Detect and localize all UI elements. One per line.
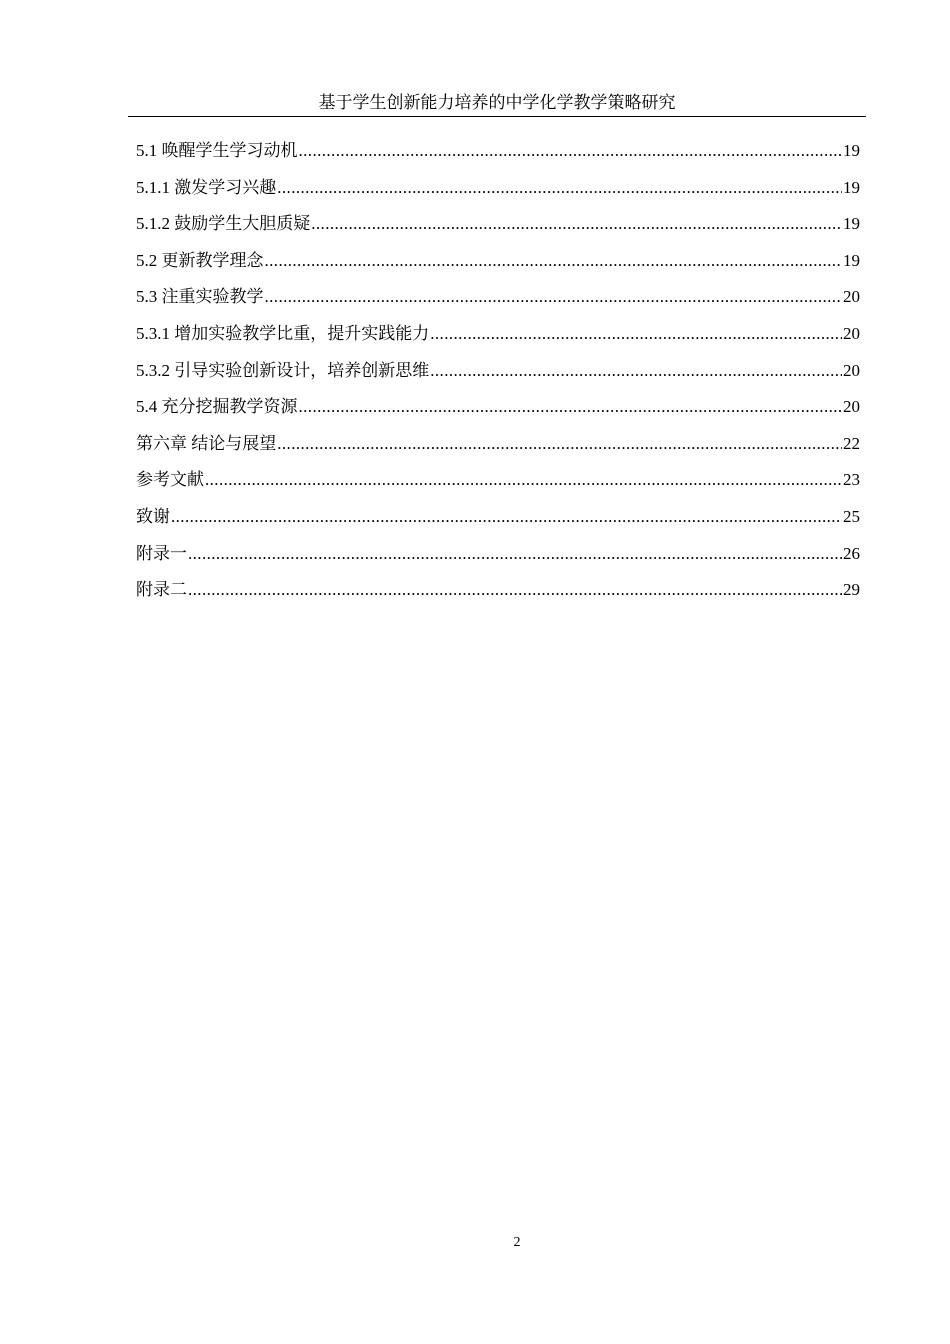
toc-entry[interactable] <box>136 426 860 463</box>
toc-dot-leader <box>171 499 842 536</box>
toc-entry-label: 5.1.1 激发学习兴趣 <box>136 177 277 197</box>
toc-dot-leader <box>205 462 842 499</box>
toc-entry[interactable] <box>136 536 860 573</box>
toc-dot-leader <box>277 426 842 463</box>
toc-entry-label: 5.3.2 引导实验创新设计，培养创新思维 <box>136 360 430 380</box>
toc-entry[interactable] <box>136 170 860 207</box>
toc-entry[interactable] <box>136 279 860 316</box>
toc-entry-label: 5.1 唤醒学生学习动机 <box>136 141 298 160</box>
toc-entry[interactable] <box>136 499 860 536</box>
toc-dot-leader <box>430 316 842 353</box>
toc-entry[interactable] <box>136 572 860 609</box>
toc-entry-page: 23 <box>843 470 860 490</box>
toc-dot-leader <box>188 572 842 609</box>
toc-dot-leader <box>188 536 842 573</box>
toc-entry[interactable] <box>136 353 860 390</box>
toc-entry[interactable] <box>136 206 860 243</box>
toc-entry-page: 26 <box>843 543 860 563</box>
toc-entry-page: 29 <box>843 580 860 600</box>
toc-entry-label: 附录二 <box>136 580 187 600</box>
toc-entry-label: 致谢 <box>136 506 170 526</box>
toc-dot-leader <box>299 389 843 426</box>
toc-dot-leader <box>311 206 842 243</box>
toc-entry-page: 22 <box>843 433 860 453</box>
toc-entry-label: 附录一 <box>136 543 187 563</box>
toc-entry-page: 25 <box>843 506 860 526</box>
toc-entry-label: 5.2 更新教学理念 <box>136 250 264 270</box>
toc-entry-page: 19 <box>843 177 860 197</box>
toc-entry-label: 5.4 充分挖掘教学资源 <box>136 397 298 417</box>
toc-entry[interactable] <box>136 389 860 426</box>
toc-entry-label: 5.3 注重实验教学 <box>136 287 264 307</box>
table-of-contents <box>136 133 860 609</box>
toc-entry[interactable] <box>136 243 860 280</box>
toc-entry-page: 20 <box>843 287 860 307</box>
toc-dot-leader <box>277 170 842 207</box>
header-rule <box>128 116 866 117</box>
toc-entry-label: 参考文献 <box>136 470 204 490</box>
toc-entry[interactable] <box>136 316 860 353</box>
toc-entry[interactable] <box>136 133 860 170</box>
toc-entry-page: 20 <box>843 397 860 417</box>
toc-entry-page: 20 <box>843 360 860 380</box>
toc-entry-label: 第六章 结论与展望 <box>136 433 277 453</box>
toc-entry-label: 5.1.2 鼓励学生大胆质疑 <box>136 214 311 234</box>
running-header: 基于学生创新能力培养的中学化学教学策略研究 <box>318 93 676 112</box>
toc-dot-leader <box>299 133 843 170</box>
toc-dot-leader <box>265 243 843 280</box>
toc-entry-page: 19 <box>843 250 860 270</box>
toc-entry-page: 19 <box>843 214 860 234</box>
toc-entry-page: 20 <box>843 323 860 343</box>
page-number: 2 <box>513 1235 521 1250</box>
toc-entry-label: 5.3.1 增加实验教学比重，提升实践能力 <box>136 323 430 343</box>
toc-entry-page: 19 <box>843 141 860 160</box>
toc-dot-leader <box>265 279 843 316</box>
toc-dot-leader <box>430 353 842 390</box>
toc-entry[interactable] <box>136 462 860 499</box>
